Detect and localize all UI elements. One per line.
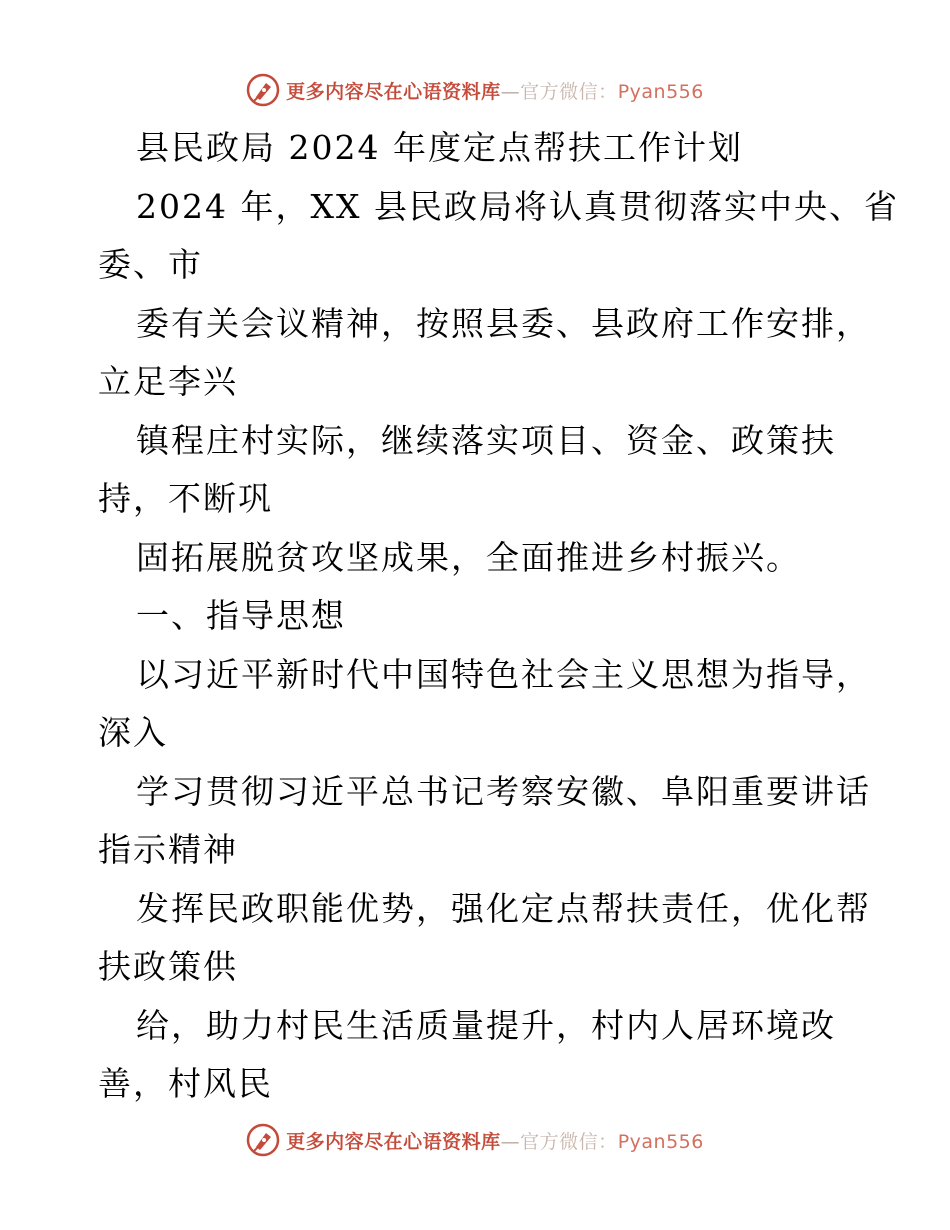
text-line: 持，不断巩 xyxy=(98,479,273,518)
text-line: 一、指导思想 xyxy=(136,596,346,635)
watermark-dash: — xyxy=(500,1130,521,1153)
text-line: 发挥民政职能优势，强化定点帮扶责任，优化帮 xyxy=(136,888,871,928)
text-line: 立足李兴 xyxy=(98,362,238,401)
watermark-brand: 更多内容尽在心语资料库 xyxy=(286,80,501,103)
text-line: 委有关会议精神，按照县委、县政府工作安排， xyxy=(136,303,871,343)
watermark-label: 官方微信： xyxy=(520,80,618,103)
watermark-text xyxy=(286,1127,704,1154)
header-watermark xyxy=(0,70,950,110)
text-line: 学习贯彻习近平总书记考察安徽、阜阳重要讲话 xyxy=(136,771,871,811)
text-line: 2024 年，XX 县民政局将认真贯彻落实中央、省 xyxy=(136,186,899,226)
text-line: 以习近平新时代中国特色社会主义思想为指导， xyxy=(136,654,871,694)
text-line: 给，助力村民生活质量提升，村内人居环境改 xyxy=(136,1005,836,1045)
text-line: 深入 xyxy=(98,713,168,752)
text-line: 善，村风民 xyxy=(98,1064,273,1103)
watermark-label: 官方微信： xyxy=(520,1130,618,1153)
footer-watermark xyxy=(0,1120,950,1160)
watermark-wechat-id: Pyan556 xyxy=(617,1130,704,1153)
text-line: 委、市 xyxy=(98,245,203,284)
document-body xyxy=(98,119,899,1114)
watermark-dash: — xyxy=(500,80,521,103)
text-line: 固拓展脱贫攻坚成果，全面推进乡村振兴。 xyxy=(136,537,801,577)
text-line: 镇程庄村实际，继续落实项目、资金、政策扶 xyxy=(136,420,836,460)
text-line: 县民政局 2024 年度定点帮扶工作计划 xyxy=(136,128,743,167)
watermark-brand: 更多内容尽在心语资料库 xyxy=(286,1130,501,1153)
pen-nib-logo-icon xyxy=(246,73,280,107)
text-line: 扶政策供 xyxy=(98,947,238,986)
pen-nib-logo-icon xyxy=(246,1123,280,1157)
watermark-wechat-id: Pyan556 xyxy=(617,80,704,103)
text-line: 指示精神 xyxy=(98,830,238,869)
watermark-text xyxy=(286,77,704,104)
